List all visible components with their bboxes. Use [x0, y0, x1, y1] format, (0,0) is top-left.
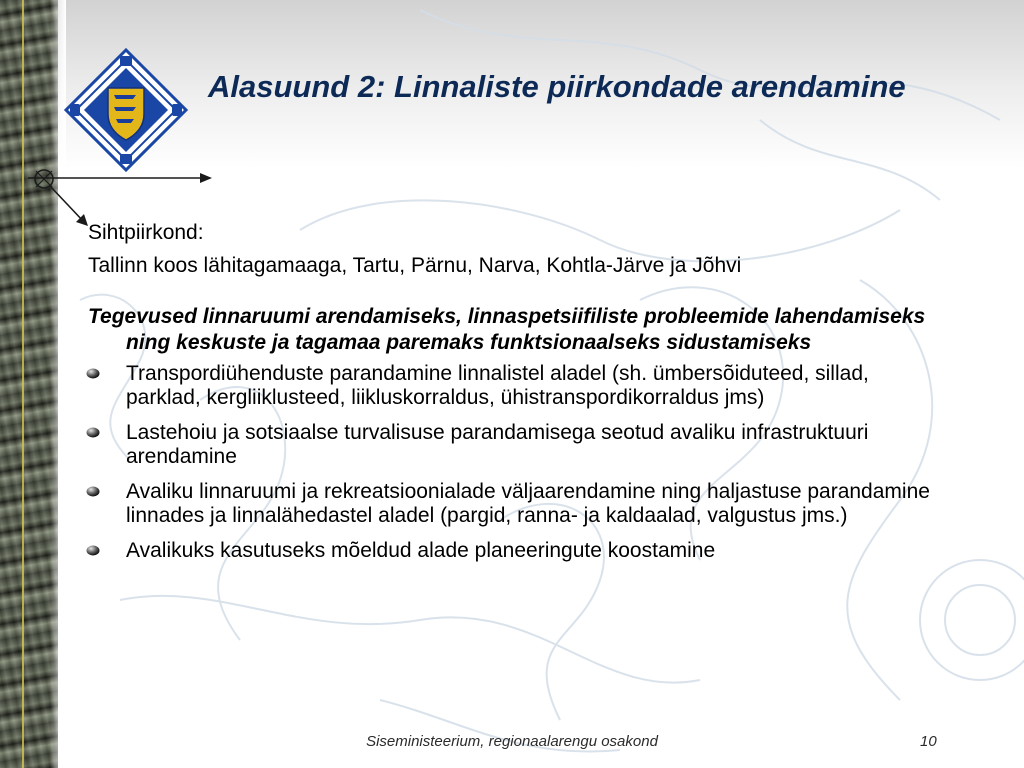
- bullet-text: Avalikuks kasutuseks mõeldud alade planeeringute koostamine: [126, 539, 716, 562]
- side-accent-line: [22, 0, 24, 768]
- list-item: [88, 362, 948, 410]
- bullet-3d-icon: [86, 427, 100, 438]
- bullet-3d-icon: [86, 545, 100, 556]
- estonian-coat-of-arms-icon: [64, 48, 188, 172]
- target-area-label: Sihtpiirkond:: [88, 221, 204, 244]
- slide-title: Alasuund 2: Linnaliste piirkondade arendamine: [208, 69, 906, 104]
- activities-list: [88, 362, 948, 563]
- list-item: [88, 421, 948, 469]
- slide-content: [88, 220, 948, 574]
- slide-footer: [0, 733, 1024, 753]
- bullet-3d-icon: [86, 368, 100, 379]
- bullet-text: Transpordiühenduste parandamine linnalistel aladel (sh. ümbersõiduteed, sillad, parklad, kergliiklusteed, liikluskorraldus, ühistranspordikorraldus jms): [126, 362, 869, 409]
- list-item: [88, 539, 948, 563]
- bullet-3d-icon: [86, 486, 100, 497]
- page-number: 10: [920, 733, 937, 750]
- bullet-text: Lastehoiu ja sotsiaalse turvalisuse parandamisega seotud avaliku infrastruktuuri arendamine: [126, 421, 869, 468]
- activities-heading: Tegevused linnaruumi arendamiseks, linnaspetsiifiliste probleemide lahendamiseks ning keskuste ja tagamaa paremaks funktsionaalseks sidustamiseks: [88, 305, 926, 354]
- target-area-value: Tallinn koos lähitagamaaga, Tartu, Pärnu, Narva, Kohtla-Järve ja Jõhvi: [88, 254, 742, 277]
- bullet-text: Avaliku linnaruumi ja rekreatsioonialade väljaarendamine ning haljastuse parandamine linnades ja linnalähedastel aladel (pargid, ranna- ja kaldaalad, valgustus jms.): [126, 480, 930, 527]
- list-item: [88, 480, 948, 528]
- footer-organization: Siseministeerium, regionaalarengu osakond: [366, 733, 658, 750]
